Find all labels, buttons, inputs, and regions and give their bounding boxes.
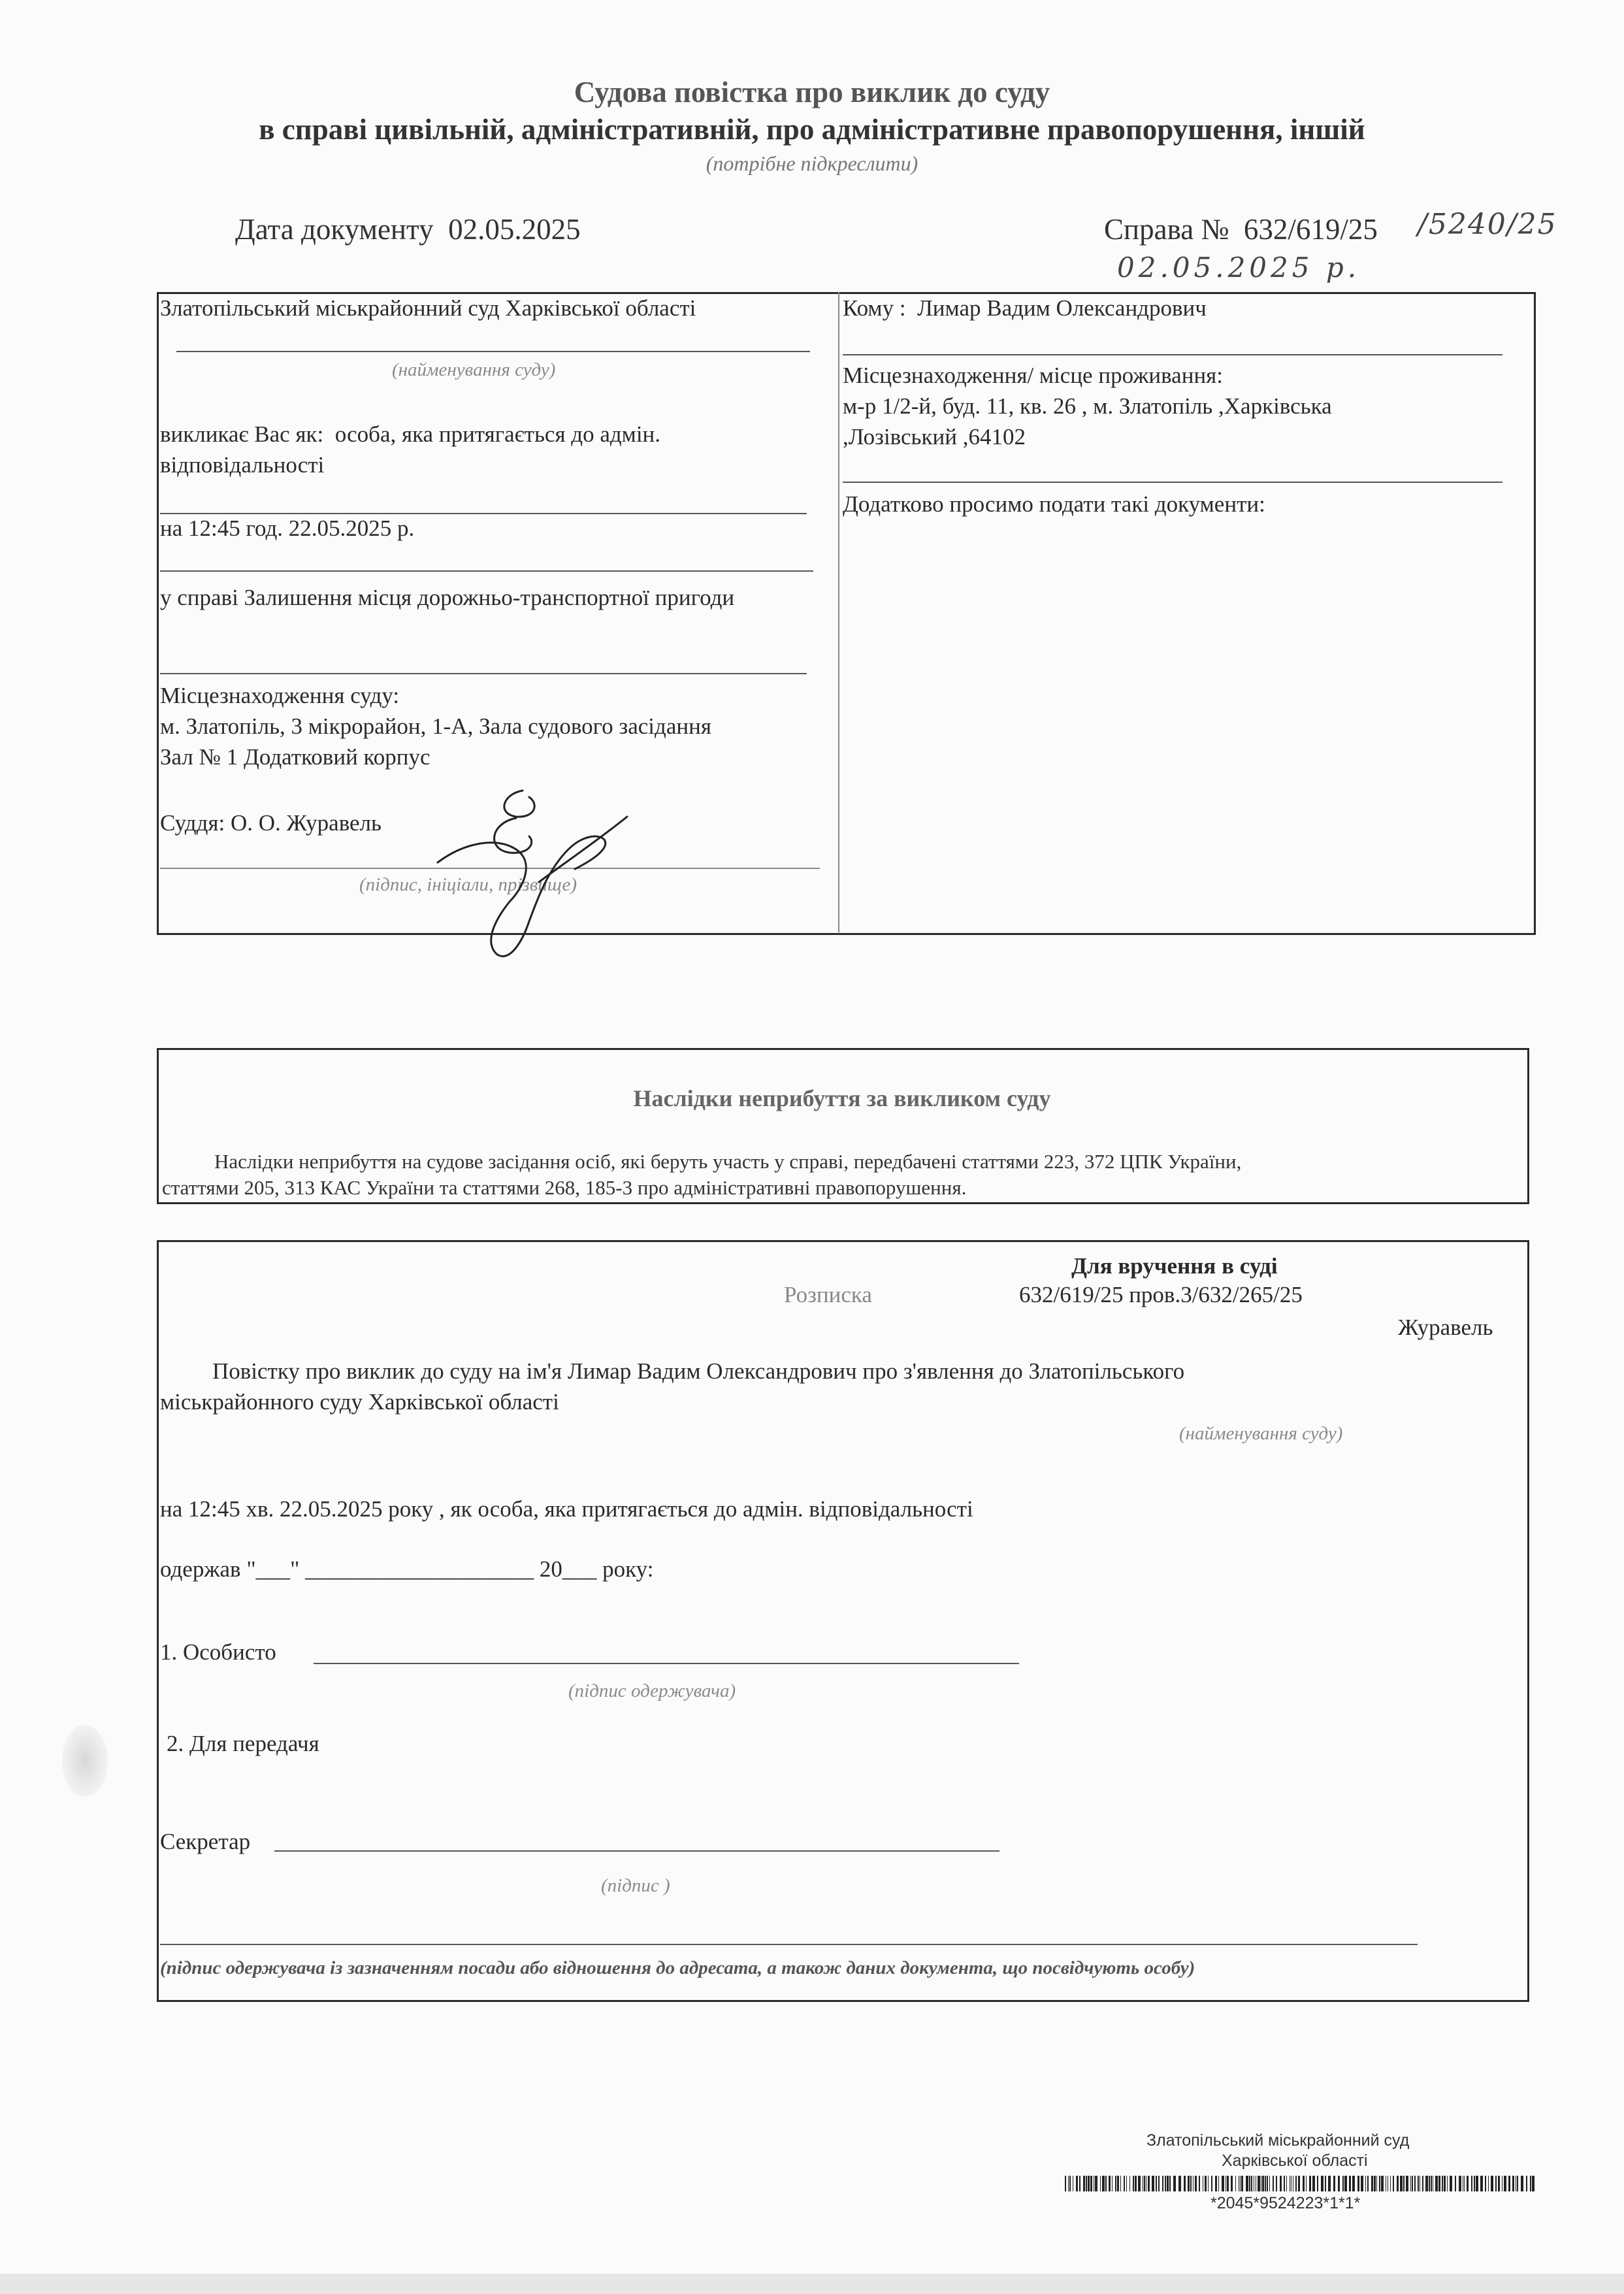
document-subtitle: в справі цивільній, адміністративній, про адміністративне правопорушення, іншій: [259, 113, 1365, 146]
barcode-bar: [1167, 2176, 1169, 2191]
barcode-bar: [1508, 2176, 1510, 2191]
barcode-bar: [1367, 2176, 1369, 2191]
barcode-bar: [1480, 2176, 1483, 2191]
court-location-line-1: м. Златопіль, 3 мікрорайон, 1-А, Зала судового засідання: [160, 713, 711, 739]
consequences-title: Наслідки неприбуття за викликом суду: [633, 1085, 1051, 1111]
receipt-body-line-1: Повістку про виклик до суду на ім'я Лимар Вадим Олександрович про з'явлення до Златопільського: [212, 1358, 1185, 1384]
barcode-bar: [1357, 2176, 1359, 2191]
barcode-bar: [1435, 2176, 1438, 2191]
barcode-bar: [1352, 2176, 1355, 2191]
case-subject-line: [160, 673, 807, 674]
court-location-label: Місцезнаходження суду:: [160, 683, 400, 708]
handwritten-date: 02.05.2025 р.: [1117, 252, 1361, 284]
barcode-bar: [1156, 2176, 1157, 2191]
called-as-label: викликає Вас як:: [160, 421, 324, 447]
barcode-bar: [1450, 2176, 1452, 2191]
secretary-label: Секретар: [160, 1829, 251, 1854]
scan-artifact: [62, 1725, 108, 1797]
barcode-bar: [1227, 2176, 1229, 2191]
barcode-bar: [1115, 2176, 1116, 2191]
barcode-bar: [1152, 2176, 1154, 2191]
barcode-bar: [1400, 2176, 1403, 2191]
barcode-bar: [1517, 2176, 1518, 2191]
barcode-bar: [1129, 2176, 1130, 2191]
barcode-bar: [1079, 2176, 1080, 2191]
receipt-body-line-2: міськрайонного суду Харківської області: [160, 1389, 559, 1415]
hearing-time-line: [160, 570, 813, 572]
barcode-bar: [1276, 2176, 1277, 2191]
consequences-text-line-2: статтями 205, 313 КАС України та статтями 268, 185-3 про адміністративні правопорушення.: [162, 1176, 967, 1199]
barcode-bar: [1120, 2176, 1121, 2191]
handwritten-case-suffix: /5240/25: [1418, 208, 1557, 241]
barcode-bar: [1235, 2176, 1236, 2191]
barcode-bar: [1100, 2176, 1101, 2191]
barcode-bar: [1076, 2176, 1078, 2191]
barcode-bar: [1390, 2176, 1391, 2191]
barcode-graphic: [1065, 2176, 1535, 2191]
personal-receipt-label: 1. Особисто: [160, 1639, 276, 1665]
case-number-value: 632/619/25: [1243, 213, 1378, 246]
barcode-bar: [1429, 2176, 1430, 2191]
barcode-bar: [1169, 2176, 1171, 2191]
date-label: Дата документу: [235, 213, 434, 246]
document-title: Судова повістка про виклик до суду: [574, 76, 1050, 108]
barcode-bar: [1095, 2176, 1097, 2191]
barcode-bar: [1459, 2176, 1461, 2191]
barcode-bar: [1485, 2176, 1486, 2191]
barcode-bar: [1088, 2176, 1090, 2191]
barcode-bar: [1218, 2176, 1219, 2191]
barcode-bar: [1376, 2176, 1377, 2191]
barcode-bar: [1444, 2176, 1446, 2191]
barcode-bar: [1532, 2176, 1535, 2191]
barcode-bar: [1251, 2176, 1252, 2191]
barcode-bar: [1309, 2176, 1311, 2191]
barcode-bar: [1135, 2176, 1137, 2191]
barcode-bar: [1246, 2176, 1248, 2191]
barcode-bar: [1199, 2176, 1200, 2191]
barcode-bar: [1403, 2176, 1405, 2191]
address-line-2: ,Лозівський ,64102: [843, 424, 1026, 450]
barcode-bar: [1126, 2176, 1127, 2191]
barcode-bar: [1240, 2176, 1241, 2191]
barcode-bar: [1412, 2176, 1413, 2191]
receipt-judge: Журавель: [1398, 1315, 1493, 1340]
barcode-bar: [1374, 2176, 1376, 2191]
barcode-bar: [1231, 2176, 1233, 2191]
barcode-bar: [1295, 2176, 1297, 2191]
footer-signature-line: [160, 1944, 1418, 1945]
consequences-text-line-1: Наслідки неприбуття на судове засідання осіб, які беруть участь у справі, передбачені статтями 223, 372 ЦПК України,: [214, 1150, 1242, 1173]
barcode-bar: [1438, 2176, 1440, 2191]
barcode-bar: [1273, 2176, 1274, 2191]
date-value: 02.05.2025: [448, 213, 581, 246]
barcode-bar: [1361, 2176, 1363, 2191]
barcode-bar: [1342, 2176, 1344, 2191]
barcode-bar: [1222, 2176, 1224, 2191]
judge-name: Суддя: О. О. Журавель: [160, 810, 382, 836]
barcode-bar: [1286, 2176, 1287, 2191]
barcode-bar: [1422, 2176, 1423, 2191]
barcode-bar: [1471, 2176, 1472, 2191]
court-location-line-2: Зал № 1 Додатковий корпус: [160, 744, 430, 770]
barcode-bar: [1105, 2176, 1107, 2191]
barcode-bar: [1124, 2176, 1125, 2191]
secretary-signature-line: [274, 1850, 999, 1852]
barcode-bar: [1086, 2176, 1087, 2191]
barcode-bar: [1249, 2176, 1250, 2191]
barcode-bar: [1406, 2176, 1408, 2191]
consequences-text: [162, 1149, 1508, 1201]
case-label: Справа №: [1104, 213, 1229, 246]
signature-hint: (підпис одержувача): [568, 1680, 736, 1701]
barcode-bar: [1144, 2176, 1145, 2191]
barcode-bar: [1258, 2176, 1260, 2191]
barcode-bar: [1178, 2176, 1181, 2191]
called-as: [160, 420, 660, 449]
barcode-bar: [1262, 2176, 1264, 2191]
barcode-bar: [1184, 2176, 1186, 2191]
extra-documents-label: Додатково просимо подати такі документи:: [843, 491, 1265, 517]
barcode-bar: [1371, 2176, 1373, 2191]
judge-signature-scribble: [425, 778, 660, 967]
summons-divider: [838, 292, 839, 932]
barcode-bar: [1205, 2176, 1207, 2191]
address-label: Місцезнаходження/ місце проживання:: [843, 363, 1223, 388]
barcode-bar: [1393, 2176, 1394, 2191]
barcode-bar: [1090, 2176, 1092, 2191]
barcode-bar: [1495, 2176, 1497, 2191]
barcode-bar: [1397, 2176, 1399, 2191]
barcode-bar: [1265, 2176, 1266, 2191]
barcode-bar: [1381, 2176, 1384, 2191]
address-line-1: м-р 1/2-й, буд. 11, кв. 26 , м. Златопіль ,Харківська: [843, 393, 1332, 419]
barcode-bar: [1158, 2176, 1160, 2191]
barcode-bar: [1455, 2176, 1456, 2191]
barcode-bar: [1298, 2176, 1300, 2191]
barcode-bar: [1195, 2176, 1197, 2191]
barcode-bar: [1303, 2176, 1305, 2191]
judge-signature: [425, 778, 660, 970]
barcode-bar: [1325, 2176, 1326, 2191]
barcode-bar: [1138, 2176, 1141, 2191]
barcode-bar: [1333, 2176, 1335, 2191]
transfer-label: 2. Для передачя: [167, 1731, 319, 1756]
court-name-line: [176, 351, 810, 352]
document-date: [235, 212, 581, 246]
barcode-bar: [1173, 2176, 1176, 2191]
recipient-name: Лимар Вадим Олександрович: [917, 295, 1207, 321]
barcode-bar: [1431, 2176, 1432, 2191]
barcode-bar: [1190, 2176, 1192, 2191]
barcode-bar: [1504, 2176, 1506, 2191]
barcode-bar: [1476, 2176, 1478, 2191]
court-name: Златопільський міськрайонний суд Харківської області: [160, 295, 696, 321]
called-as-value: особа, яка притягається до адмін.: [334, 421, 661, 447]
receipt-box: [157, 1240, 1529, 2002]
case-subject: у справі Залишення місця дорожньо-транспортної пригоди: [160, 585, 735, 610]
receipt-for-court: Для вручення в суді: [1071, 1253, 1278, 1279]
barcode-bar: [1306, 2176, 1307, 2191]
barcode-bar: [1165, 2176, 1166, 2191]
barcode-bar: [1491, 2176, 1493, 2191]
barcode-bar: [1317, 2176, 1318, 2191]
receipt-title: Розписка: [784, 1282, 872, 1307]
court-name-hint: (найменування суду): [392, 359, 556, 380]
barcode-bar: [1442, 2176, 1443, 2191]
barcode-bar: [1328, 2176, 1331, 2191]
barcode-bar: [1267, 2176, 1268, 2191]
barcode-bar: [1211, 2176, 1212, 2191]
barcode-bar: [1447, 2176, 1448, 2191]
barcode-bar: [1467, 2176, 1469, 2191]
recipient: [843, 294, 1207, 323]
barcode-bar: [1215, 2176, 1217, 2191]
receipt-court-hint: (найменування суду): [1179, 1423, 1343, 1444]
barcode-bar: [1193, 2176, 1194, 2191]
stamp-code: *2045*9524223*1*1*: [1210, 2194, 1361, 2212]
document-note: (потрібне підкреслити): [706, 152, 918, 175]
receipt-time-line: на 12:45 хв. 22.05.2025 року , як особа, яка притягається до адмін. відповідальності: [160, 1496, 973, 1522]
barcode-bar: [1512, 2176, 1514, 2191]
barcode-bar: [1464, 2176, 1465, 2191]
barcode-bar: [1344, 2176, 1347, 2191]
barcode-bar: [1068, 2176, 1069, 2191]
barcode-bar: [1488, 2176, 1489, 2191]
barcode-bar: [1312, 2176, 1315, 2191]
footer-hint: (підпис одержувача із зазначенням посади або відношення до адресата, а також даних документа, що посвідчують особу): [160, 1958, 1195, 1978]
hearing-time: на 12:45 год. 22.05.2025 р.: [160, 516, 415, 541]
barcode-bar: [1188, 2176, 1190, 2191]
judge-hint: (підпис, ініціали, прізвище): [359, 874, 577, 895]
barcode-bar: [1284, 2176, 1285, 2191]
barcode-bar: [1410, 2176, 1411, 2191]
barcode-bar: [1069, 2176, 1071, 2191]
barcode-bar: [1065, 2176, 1066, 2191]
barcode-bar: [1241, 2176, 1243, 2191]
barcode-bar: [1530, 2176, 1531, 2191]
barcode-bar: [1425, 2176, 1428, 2191]
receipt-case-ref: 632/619/25 пров.3/632/265/25: [1019, 1282, 1303, 1307]
address-line: [843, 482, 1502, 483]
barcode-bar: [1521, 2176, 1523, 2191]
case-number: [1104, 212, 1378, 246]
barcode-bar: [1474, 2176, 1475, 2191]
barcode-bar: [1117, 2176, 1119, 2191]
barcode-bar: [1109, 2176, 1111, 2191]
barcode-bar: [1414, 2176, 1416, 2191]
barcode-bar: [1365, 2176, 1366, 2191]
barcode-bar: [1102, 2176, 1105, 2191]
barcode-bar: [1349, 2176, 1351, 2191]
scan-edge: [0, 2274, 1624, 2294]
barcode-bar: [1321, 2176, 1324, 2191]
secretary-hint: (підпис ): [601, 1875, 670, 1896]
personal-signature-line: [314, 1663, 1019, 1664]
called-as-value-2: відповідальності: [160, 452, 325, 478]
barcode-bar: [1498, 2176, 1500, 2191]
recipient-label: Кому :: [843, 295, 906, 321]
stamp-line-2: Харківської області: [1222, 2152, 1368, 2170]
recipient-line: [843, 354, 1502, 355]
barcode-bar: [1148, 2176, 1150, 2191]
stamp-line-1: Златопільський міськрайонний суд: [1146, 2131, 1410, 2150]
barcode-bar: [1269, 2176, 1270, 2191]
received-date-field: одержав "___" ____________________ 20___ року:: [160, 1556, 654, 1582]
barcode-bar: [1162, 2176, 1163, 2191]
barcode-bar: [1208, 2176, 1209, 2191]
barcode-bar: [1379, 2176, 1380, 2191]
barcode-bar: [1338, 2176, 1340, 2191]
barcode-bar: [1526, 2176, 1527, 2191]
barcode: [1065, 2176, 1535, 2191]
barcode-bar: [1280, 2176, 1282, 2191]
barcode-bar: [1083, 2176, 1085, 2191]
barcode-bar: [1133, 2176, 1134, 2191]
barcode-bar: [1418, 2176, 1419, 2191]
